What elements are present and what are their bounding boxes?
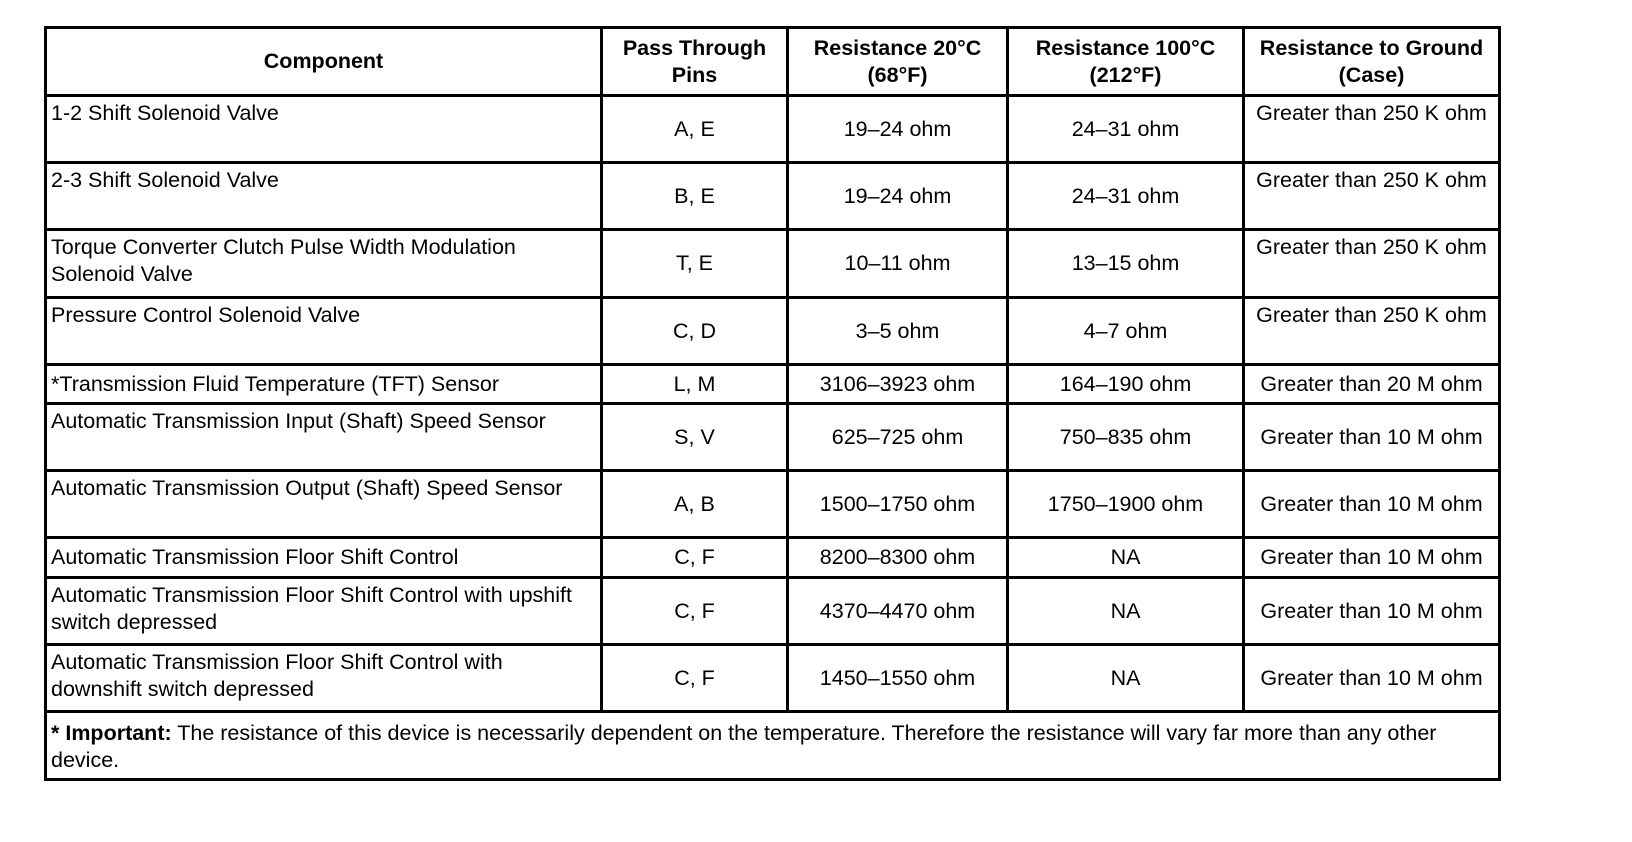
header-resistance-100c: Resistance 100°C (212°F) [1008, 28, 1244, 96]
component-cell: Automatic Transmission Output (Shaft) Speed Sensor [46, 471, 602, 538]
component-cell: *Transmission Fluid Temperature (TFT) Sensor [46, 365, 602, 404]
important-note-label: * Important: [51, 720, 172, 745]
pins-cell: A, E [602, 96, 788, 163]
component-cell: Automatic Transmission Floor Shift Control with downshift switch depressed [46, 645, 602, 712]
table-row [46, 538, 1500, 578]
component-cell: Automatic Transmission Floor Shift Control [46, 538, 602, 578]
ground-resistance-cell: Greater than 250 K ohm [1244, 163, 1500, 230]
header-resistance-to-ground: Resistance to Ground (Case) [1244, 28, 1500, 96]
resistance-100c-cell: 750–835 ohm [1008, 404, 1244, 471]
resistance-20c-cell: 10–11 ohm [788, 230, 1008, 298]
important-note [46, 712, 1500, 780]
component-cell: Pressure Control Solenoid Valve [46, 298, 602, 365]
component-cell: Automatic Transmission Input (Shaft) Speed Sensor [46, 404, 602, 471]
component-cell: 1-2 Shift Solenoid Valve [46, 96, 602, 163]
pins-cell: L, M [602, 365, 788, 404]
resistance-20c-cell: 1500–1750 ohm [788, 471, 1008, 538]
resistance-20c-cell: 19–24 ohm [788, 163, 1008, 230]
pins-cell: C, D [602, 298, 788, 365]
table-row [46, 230, 1500, 298]
pins-cell: A, B [602, 471, 788, 538]
resistance-20c-cell: 1450–1550 ohm [788, 645, 1008, 712]
pins-cell: C, F [602, 538, 788, 578]
table-row [46, 404, 1500, 471]
resistance-100c-cell: 4–7 ohm [1008, 298, 1244, 365]
pins-cell: S, V [602, 404, 788, 471]
table-row [46, 645, 1500, 712]
resistance-20c-cell: 19–24 ohm [788, 96, 1008, 163]
ground-resistance-cell: Greater than 10 M ohm [1244, 578, 1500, 645]
ground-resistance-cell: Greater than 250 K ohm [1244, 298, 1500, 365]
header-resistance-20c: Resistance 20°C (68°F) [788, 28, 1008, 96]
pins-cell: T, E [602, 230, 788, 298]
resistance-spec-table [44, 26, 1501, 781]
header-row [46, 28, 1500, 96]
component-cell: Torque Converter Clutch Pulse Width Modulation Solenoid Valve [46, 230, 602, 298]
resistance-100c-cell: NA [1008, 645, 1244, 712]
resistance-20c-cell: 625–725 ohm [788, 404, 1008, 471]
table-row [46, 365, 1500, 404]
component-cell: Automatic Transmission Floor Shift Control with upshift switch depressed [46, 578, 602, 645]
ground-resistance-cell: Greater than 10 M ohm [1244, 471, 1500, 538]
ground-resistance-cell: Greater than 20 M ohm [1244, 365, 1500, 404]
table-row [46, 578, 1500, 645]
resistance-100c-cell: 1750–1900 ohm [1008, 471, 1244, 538]
resistance-100c-cell: NA [1008, 578, 1244, 645]
component-cell: 2-3 Shift Solenoid Valve [46, 163, 602, 230]
header-component: Component [46, 28, 602, 96]
resistance-100c-cell: 24–31 ohm [1008, 163, 1244, 230]
resistance-100c-cell: 24–31 ohm [1008, 96, 1244, 163]
table-row [46, 298, 1500, 365]
resistance-100c-cell: 13–15 ohm [1008, 230, 1244, 298]
table-row [46, 96, 1500, 163]
header-pass-through-pins: Pass Through Pins [602, 28, 788, 96]
pins-cell: C, F [602, 578, 788, 645]
resistance-20c-cell: 3–5 ohm [788, 298, 1008, 365]
pins-cell: B, E [602, 163, 788, 230]
ground-resistance-cell: Greater than 250 K ohm [1244, 230, 1500, 298]
pins-cell: C, F [602, 645, 788, 712]
resistance-100c-cell: 164–190 ohm [1008, 365, 1244, 404]
note-row [46, 712, 1500, 780]
resistance-100c-cell: NA [1008, 538, 1244, 578]
resistance-20c-cell: 8200–8300 ohm [788, 538, 1008, 578]
ground-resistance-cell: Greater than 250 K ohm [1244, 96, 1500, 163]
resistance-20c-cell: 3106–3923 ohm [788, 365, 1008, 404]
important-note-text: The resistance of this device is necessarily dependent on the temperature. Therefore the resistance will vary far more than any other device. [51, 720, 1437, 772]
ground-resistance-cell: Greater than 10 M ohm [1244, 538, 1500, 578]
ground-resistance-cell: Greater than 10 M ohm [1244, 404, 1500, 471]
resistance-20c-cell: 4370–4470 ohm [788, 578, 1008, 645]
table-row [46, 471, 1500, 538]
table-row [46, 163, 1500, 230]
ground-resistance-cell: Greater than 10 M ohm [1244, 645, 1500, 712]
